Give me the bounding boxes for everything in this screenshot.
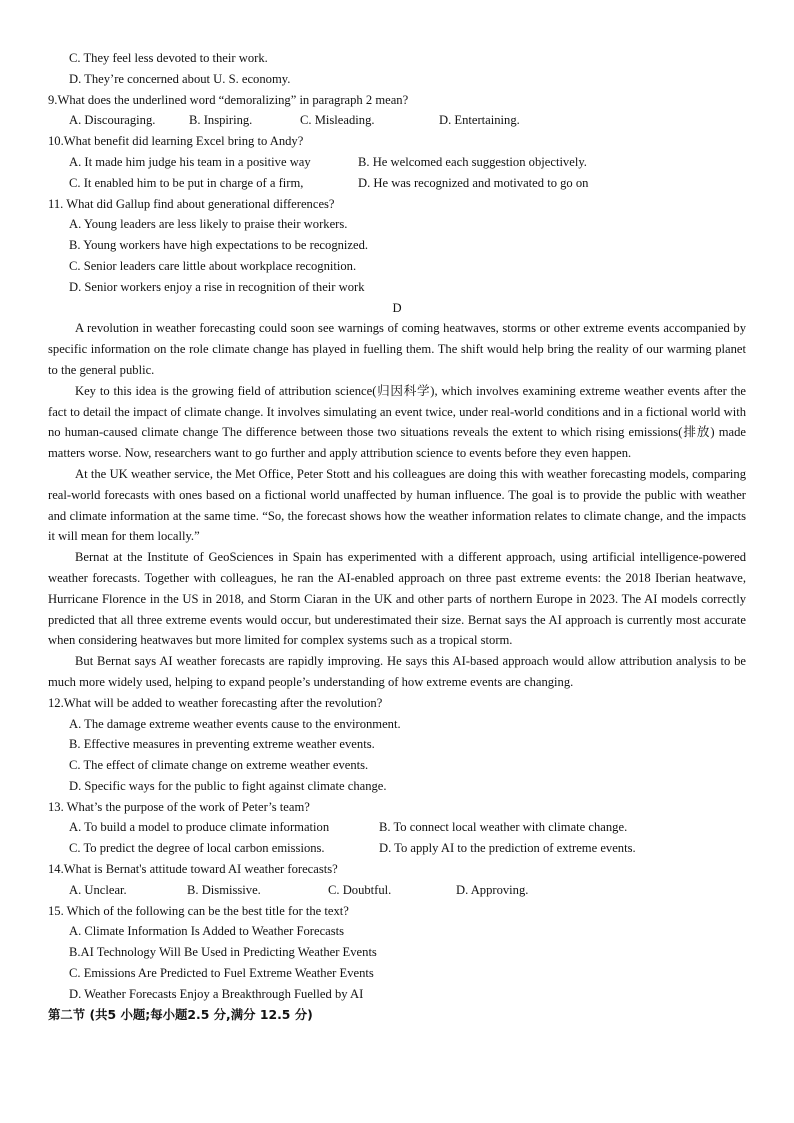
q11-option-b: B. Young workers have high expectations to be recognized. [69, 238, 369, 253]
q9-option-d: D. Entertaining. [439, 113, 520, 128]
q10-options-ab [48, 152, 746, 173]
passage-paragraph-2: Key to this idea is the growing field of attribution science(归因科学), which involves examining extreme weather events after the fact to detail the impact of climate change. It involves simulating an event twice, under real-world conditions and in a fictional world with no human-caused climate change The difference between those two situations reveals the extent to which rising emissions(排放) made matters worse. Now, researchers want to go further and apply attribution science to events before they even happen. [48, 383, 746, 461]
q8-option-c: C. They feel less devoted to their work. [69, 51, 268, 65]
q13-options-ab [48, 817, 746, 838]
q10-option-d: D. He was recognized and motivated to go on [358, 175, 589, 190]
q15-option-d: D. Weather Forecasts Enjoy a Breakthrough Fuelled by AI [69, 986, 364, 1001]
passage-paragraph-5: But Bernat says AI weather forecasts are rapidly improving. He says this AI-based approach would allow attribution analysis to be much more widely used, helping to expand people’s understanding of how extreme events are changing. [48, 654, 746, 689]
q13-option-c: C. To predict the degree of local carbon emissions. [69, 841, 325, 856]
q9-option-a: A. Discouraging. [69, 113, 156, 128]
q10-options-cd [48, 173, 746, 194]
q14-option-b: B. Dismissive. [187, 882, 261, 897]
q12-option-c: C. The effect of climate change on extreme weather events. [69, 758, 369, 773]
q13-options-cd [48, 838, 746, 859]
q14-stem: 14.What is Bernat's attitude toward AI weather forecasts? [48, 862, 338, 877]
exam-page [48, 48, 746, 1025]
q13-option-a: A. To build a model to produce climate information [69, 820, 330, 835]
q12-stem: 12.What will be added to weather forecasting after the revolution? [48, 695, 383, 710]
q9-stem: 9.What does the underlined word “demoralizing” in paragraph 2 mean? [48, 92, 409, 107]
q15-option-a: A. Climate Information Is Added to Weather Forecasts [69, 924, 345, 939]
q12-option-a: A. The damage extreme weather events cause to the environment. [69, 716, 401, 731]
q15-stem: 15. Which of the following can be the best title for the text? [48, 903, 349, 918]
q9-options [48, 110, 746, 131]
q15-option-c: C. Emissions Are Predicted to Fuel Extreme Weather Events [69, 966, 374, 981]
q10-stem: 10.What benefit did learning Excel bring to Andy? [48, 134, 304, 149]
passage-label: D [392, 300, 402, 315]
q13-option-d: D. To apply AI to the prediction of extreme events. [379, 841, 636, 856]
q11-stem: 11. What did Gallup find about generational differences? [48, 196, 335, 211]
q11-option-c: C. Senior leaders care little about workplace recognition. [69, 258, 357, 273]
q9-option-c: C. Misleading. [300, 113, 375, 128]
q13-stem: 13. What’s the purpose of the work of Peter’s team? [48, 799, 310, 814]
q11-option-d: D. Senior workers enjoy a rise in recognition of their work [69, 279, 365, 294]
q13-option-b: B. To connect local weather with climate change. [379, 820, 628, 835]
q14-option-a: A. Unclear. [69, 882, 127, 897]
q11-option-a: A. Young leaders are less likely to praise their workers. [69, 217, 348, 232]
q15-option-b: B.AI Technology Will Be Used in Predicting Weather Events [69, 945, 377, 960]
passage-paragraph-4: Bernat at the Institute of GeoSciences in Spain has experimented with a different approach, using artificial intelligence-powered weather forecasts. Together with colleagues, he ran the AI-enabled approach on three past extreme events: the 2018 Iberian heatwave, Hurricane Florence in the US in 2018, and Storm Ciaran in the UK and other parts of northern Europe in 2023. The AI models correctly predicted that all three extreme events would occur, but underestimated their size. Bernat says the AI approach is currently most accurate when considering heatwaves but more limited for complex systems such as a tropical storm. [48, 550, 746, 648]
q14-option-d: D. Approving. [456, 882, 529, 897]
q10-option-c: C. It enabled him to be put in charge of a firm, [69, 175, 304, 190]
q10-option-a: A. It made him judge his team in a positive way [69, 154, 311, 169]
q12-option-b: B. Effective measures in preventing extreme weather events. [69, 737, 375, 752]
q10-option-b: B. He welcomed each suggestion objectively. [358, 154, 587, 169]
q9-option-b: B. Inspiring. [189, 113, 253, 128]
q8-option-d: D. They’re concerned about U. S. economy. [69, 71, 291, 86]
passage-paragraph-1: A revolution in weather forecasting could soon see warnings of coming heatwaves, storms or other extreme events accompanied by specific information on the role climate change has played in fuelling them. The shift would help bring the reality of our warming planet to the general public. [48, 321, 746, 377]
section-heading: 第二节 (共5 小题;每小题2.5 分,满分 12.5 分) [48, 1006, 313, 1022]
q14-option-c: C. Doubtful. [328, 882, 392, 897]
q12-option-d: D. Specific ways for the public to fight against climate change. [69, 778, 387, 793]
passage-d [48, 318, 746, 692]
passage-paragraph-3: At the UK weather service, the Met Office, Peter Stott and his colleagues are doing this with weather forecasting models, comparing real-world forecasts with ones based on a fictional world unaffected by human influence. The goal is to provide the public with weather and climate information at the same time. “So, the forecast shows how the weather information relates to climate change, and the impacts it will mean for them locally.” [48, 466, 746, 544]
q14-options [48, 880, 746, 901]
